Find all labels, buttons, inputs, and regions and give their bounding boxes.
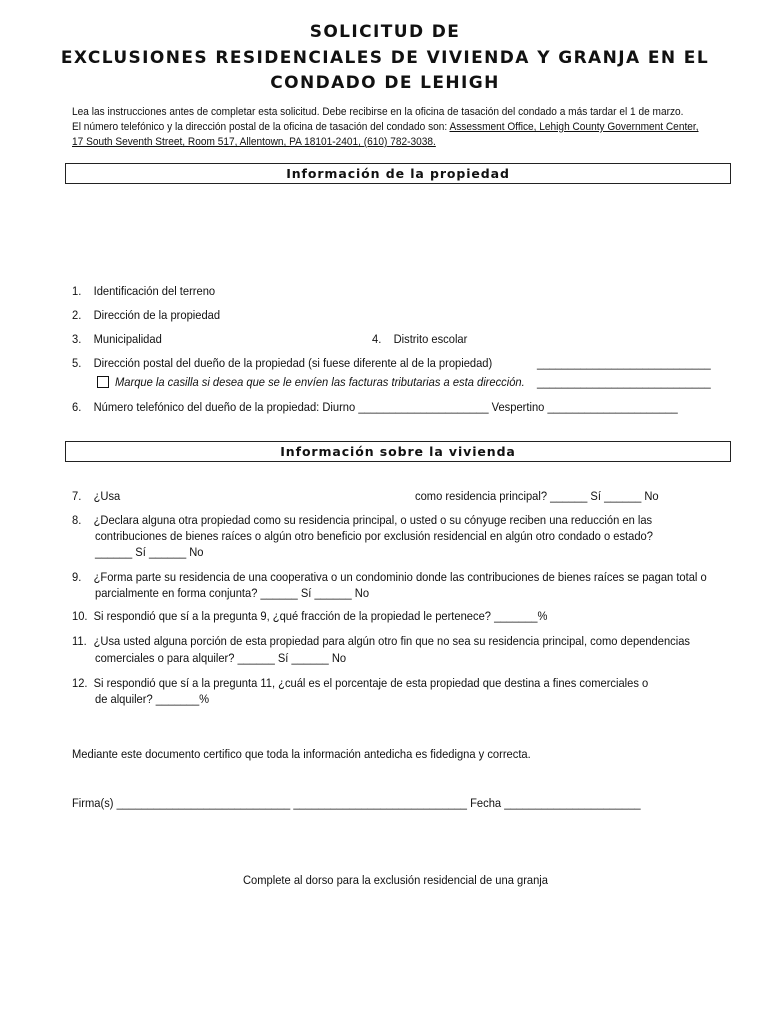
section-header-housing-label: Información sobre la vivienda [280,444,516,459]
question-10: 10. Si respondió que sí a la pregunta 9, ¿qué fracción de la propiedad le pertenece? _______% [72,609,548,623]
section-header-property-label: Información de la propiedad [286,166,510,181]
assessment-office-address-line-2: 17 South Seventh Street, Room 517, Allentown, PA 18101-2401, (610) 782-3038. [72,136,436,148]
tax-bill-address-blank[interactable]: ____________________________ [537,375,711,389]
footer-note: Complete al dorso para la exclusión residencial de una granja [243,873,549,887]
intro-line-1: Lea las instrucciones antes de completar esta solicitud. Debe recibirse en la oficina de tasación del condado a más tardar el 1 de marzo. [72,106,684,118]
question-3: 3. Municipalidad [72,332,162,346]
question-9: 9. ¿Forma parte su residencia de una cooperativa o un condominio donde las contribuciones de bienes raíces se pagan total o [72,570,707,584]
question-8: 8. ¿Declara alguna otra propiedad como su residencia principal, o usted o su cónyuge reciben una reducción en las [72,513,653,527]
form-title-line-1: SOLICITUD DE [309,22,461,42]
question-11: 11. ¿Usa usted alguna porción de esta propiedad para algún otro fin que no sea su residencia principal, como dependencias [72,634,690,648]
form-title-line-3: CONDADO DE LEHIGH [270,73,500,93]
question-2: 2. Dirección de la propiedad [72,308,221,322]
question-12-answer[interactable]: de alquiler? _______% [95,692,210,706]
question-11-answer[interactable]: comerciales o para alquiler? ______ Sí ______ No [95,651,347,665]
mailing-address-blank[interactable]: ____________________________ [537,356,711,370]
assessment-office-address: Assessment Office, Lehigh County Government Center, [449,121,699,133]
question-5: 5. Dirección postal del dueño de la propiedad (si fuese diferente al de la propiedad) [72,356,493,370]
certification-statement: Mediante este documento certifico que toda la información antedicha es fidedigna y correcta. [72,747,531,761]
question-1: 1. Identificación del terreno [72,284,216,298]
intro-line-2-prefix: El número telefónico y la dirección postal de la oficina de tasación del condado son: [72,121,448,133]
question-12: 12. Si respondió que sí a la pregunta 11, ¿cuál es el porcentaje de esta propiedad que destina a fines comerciales o [72,676,649,690]
question-7-answer[interactable]: como residencia principal? ______ Sí ______ No [415,489,659,503]
intro-line-2 [72,121,699,133]
question-8-line-2: contribuciones de bienes raíces o algún otro beneficio por exclusión residencial en algún otro condado o estado? [95,529,653,543]
form-title-line-2: EXCLUSIONES RESIDENCIALES DE VIVIENDA Y GRANJA EN EL [60,48,710,68]
question-8-answer[interactable]: ______ Sí ______ No [95,545,204,559]
send-tax-bills-checkbox[interactable] [97,376,109,388]
section-header-housing [65,441,731,462]
question-6: 6. Número telefónico del dueño de la propiedad: Diurno _____________________ Vespertino _____________________ [72,400,678,414]
signature-date-line[interactable]: Firma(s) ____________________________ ____________________________ Fecha ______________________ [72,796,641,810]
question-4: 4. Distrito escolar [372,332,468,346]
question-7: 7. ¿Usa [72,489,121,503]
question-9-answer[interactable]: parcialmente en forma conjunta? ______ Sí ______ No [95,586,370,600]
section-header-property [65,163,731,184]
send-tax-bills-label: Marque la casilla si desea que se le envíen las facturas tributarias a esta dirección. [115,375,525,389]
